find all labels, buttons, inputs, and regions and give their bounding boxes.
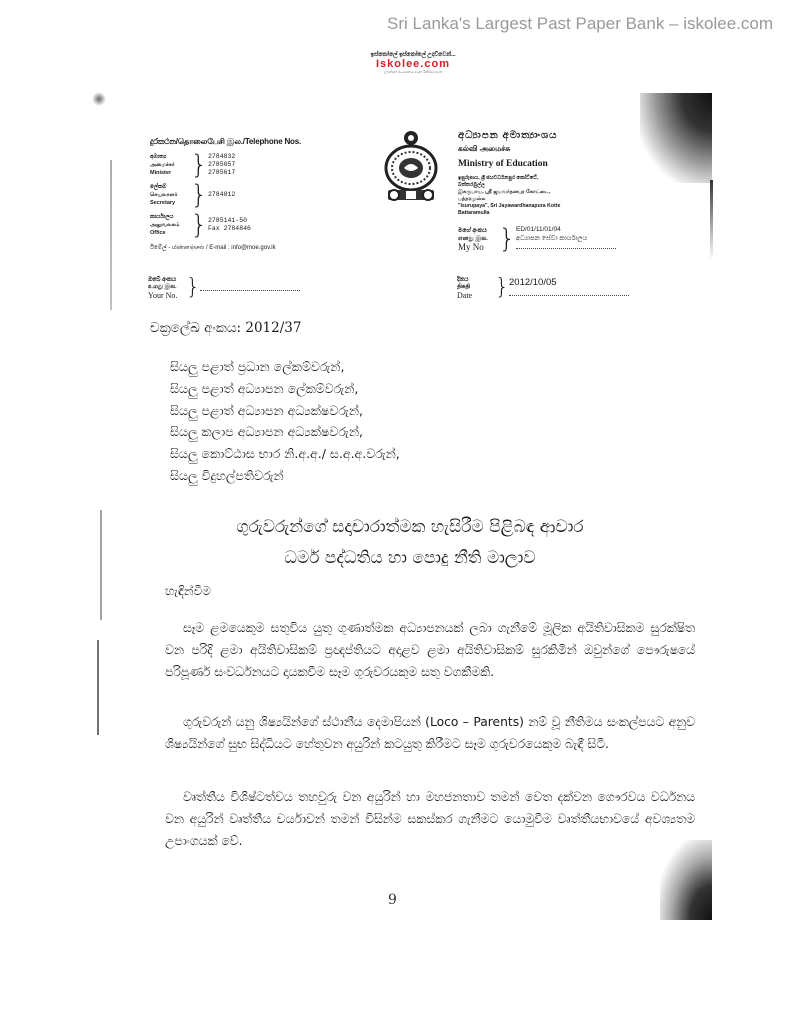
circular-number <box>150 320 301 336</box>
addressee-line: සියලු විදුහල්පතිවරුන් <box>170 467 284 483</box>
brace-icon: } <box>186 275 200 300</box>
brace-icon: } <box>498 223 516 254</box>
tel-label: Minister <box>150 170 172 176</box>
brace-icon: } <box>495 275 509 300</box>
ministry-address <box>458 175 648 217</box>
scan-edge-line <box>710 180 713 260</box>
dotted-line <box>200 285 300 291</box>
tel-number: 2785141-50 <box>208 217 248 224</box>
iskolee-logo[interactable] <box>348 52 478 74</box>
scan-speckle <box>92 92 106 106</box>
telephone-block <box>150 137 370 252</box>
tel-label: ලේකම් <box>150 184 167 190</box>
addressee-line: සියලු පළාත් අධ්‍යාපන ලේකම්වරුන්, <box>170 380 359 396</box>
addressee-line: සියලු පළාත් ප්‍රධාන ලේකම්වරුන්, <box>170 359 345 374</box>
my-no-value: ED/01/11/01/04 <box>516 226 561 233</box>
dotted-line <box>516 243 616 249</box>
tel-label: செயலாளர் <box>150 192 178 198</box>
date-label: திகதி <box>457 284 471 291</box>
tel-label: Secretary <box>150 200 176 206</box>
site-watermark: Sri Lanka's Largest Past Paper Bank – iskolee.com <box>387 14 773 33</box>
my-no-label: எனது இல. <box>458 235 488 242</box>
scan-shadow-bottom-right <box>660 840 712 920</box>
ministry-name-tamil: கல்வி அமைச்சு <box>458 144 511 153</box>
telephone-title: දුරකථන/தொலைபேசி இல./Telephone Nos. <box>150 137 301 146</box>
address-line: "Isurupaya", Sri Jayawardhanapura Kotte <box>458 203 561 209</box>
tel-number: 2785057 <box>208 161 236 168</box>
tel-group-office <box>150 210 370 240</box>
addressee-line: සියලු කලාප අධ්‍යාපන අධ්‍යක්ෂවරුන්, <box>170 424 363 440</box>
logo-brand: Iskolee.com <box>376 58 450 70</box>
fax-number: Fax 2784846 <box>208 225 251 232</box>
scan-shadow-top-right <box>640 93 712 183</box>
my-no-label: My No <box>458 241 484 252</box>
circular-number-label: චක්‍රලේඛ අංකය: <box>150 320 242 336</box>
tel-label: අමාත්‍ය <box>150 154 167 160</box>
address-line: இசுருபாய, ஸ்ரீ ஜயவர்தனபுர கோட்டை, <box>458 189 551 195</box>
ministry-block <box>458 130 648 252</box>
scan-edge-line <box>100 510 102 620</box>
tel-number: 2785617 <box>208 169 236 176</box>
your-no-label: Your No. <box>148 290 178 300</box>
scan-edge-line <box>110 160 112 310</box>
my-no-value: අධ්‍යාපන සේවා කාර්යාලය <box>516 235 588 242</box>
paragraph: සෑම ළමයෙකුම සතුවිය යුතු ගුණාත්මක අධ්‍යාපනයක් ලබා ගැනීමේ මූලික අයිතිවාසිකම සුරක්ෂිත වන පරිදි ළමා අයිතිවාසිකම් ප්‍රඥප්තියට අදාළව ළමා අයිතිවාසිකම් සුරකිමින් ඔවුන්ගේ පෞරුෂයේ පරිපූර්ණ සංවර්ධනයට දායකවීම සෑම ගුරුවරයකුම සතු වගකීමකි. <box>165 621 695 679</box>
title-line: ධර්ම පද්ධතිය හා පොදු නීති මාලාව <box>284 548 536 568</box>
tel-number: 2784812 <box>208 191 236 198</box>
tel-number: 2784832 <box>208 153 236 160</box>
your-no-field <box>148 276 300 300</box>
brace-icon: } <box>190 180 208 210</box>
date-value: 2012/10/05 <box>509 277 557 288</box>
address-line: බත්තරමුල්ල <box>458 182 485 188</box>
date-field <box>457 276 629 300</box>
tel-label: அலுவலகம் <box>150 222 180 228</box>
brace-icon: } <box>190 150 208 180</box>
circular-number-value: 2012/37 <box>245 320 302 336</box>
tel-label: කාර්යාලය <box>150 214 174 220</box>
paragraph: ගුරුවරුන් යනු ශිෂ්‍යයින්ගේ ස්ථානීය දෙමාපියන් (Loco – Parents) නම් වූ නීතිමය සංකල්පයට අනුව ශිෂ්‍යයින්ගේ සුභ සිද්ධියට හේතුවන අයුරින් කටයුතු කිරීමට සෑම ගුරුවරයෙකුම බැඳී සිටී. <box>165 715 695 751</box>
paragraph: වෘත්තීය විශිෂ්ටත්වය තහවුරු වන අයුරින් හා මහජනතාව තමන් වෙත දක්වන ගෞරවය වර්ධනය වන අයුරින් වෘත්තීය චර්යාවන් තමන් විසින්ම සකස්කර ගැනීමට යොමුවීම වෘත්තීයභාවයේ අවශ්‍යතම උපාංගයක් වේ. <box>165 790 695 848</box>
my-no-field <box>458 225 648 252</box>
address-line: Battaramulla <box>458 210 490 216</box>
date-label: දිනය <box>457 276 469 283</box>
address-line: ඉසුරුපාය, ශ්‍රී ජයවර්ධනපුර කෝට්ටේ, <box>458 175 539 181</box>
ministry-name-english: Ministry of Education <box>458 159 548 169</box>
section-heading: හැඳින්වීම <box>165 584 211 598</box>
dotted-line <box>509 290 629 296</box>
tel-group-minister <box>150 150 370 180</box>
brace-icon: } <box>190 210 208 240</box>
sri-lanka-emblem-icon <box>368 128 454 208</box>
email-line: ඊමේල් - மின்னஞ்சல் / E-mail : info@moe.gov.lk <box>150 245 276 251</box>
your-no-label: ඔබේ අංකය <box>148 276 176 283</box>
logo-tagline-bottom: ලබන්නේ අධ්‍යාපනය වෙන මිනිස්සු වෙත <box>383 70 443 74</box>
date-label: Date <box>457 290 473 300</box>
logo-tagline-top: ඉස්කෝලේ ඉස්කෝලේ උදව්වෙන්... <box>370 52 456 58</box>
scan-edge-line <box>97 640 99 735</box>
your-no-label: உமது இல. <box>148 284 177 291</box>
addressee-line: සියලු කොට්ඨාස භාර නි.අ.අ./ ස.අ.අ.වරුන්, <box>170 446 400 462</box>
address-line: பத்தரமுல்ல <box>458 196 486 202</box>
addressee-list <box>170 356 400 487</box>
document-title <box>145 512 675 574</box>
tel-group-secretary <box>150 180 370 210</box>
my-no-label: මගේ අංකය <box>458 227 487 234</box>
addressee-line: සියලු පළාත් අධ්‍යාපන අධ්‍යක්ෂවරුන්, <box>170 402 363 418</box>
ministry-name-sinhala: අධ්‍යාපන අමාත්‍යාංශය <box>458 130 558 141</box>
tel-label: அமைச்சர் <box>150 162 175 168</box>
page-number: 9 <box>388 892 397 908</box>
title-line: ගුරුවරුන්ගේ සදාචාරාත්මක හැසිරීම පිළිබඳ ආචාර <box>236 517 584 537</box>
tel-label: Office <box>150 230 166 236</box>
